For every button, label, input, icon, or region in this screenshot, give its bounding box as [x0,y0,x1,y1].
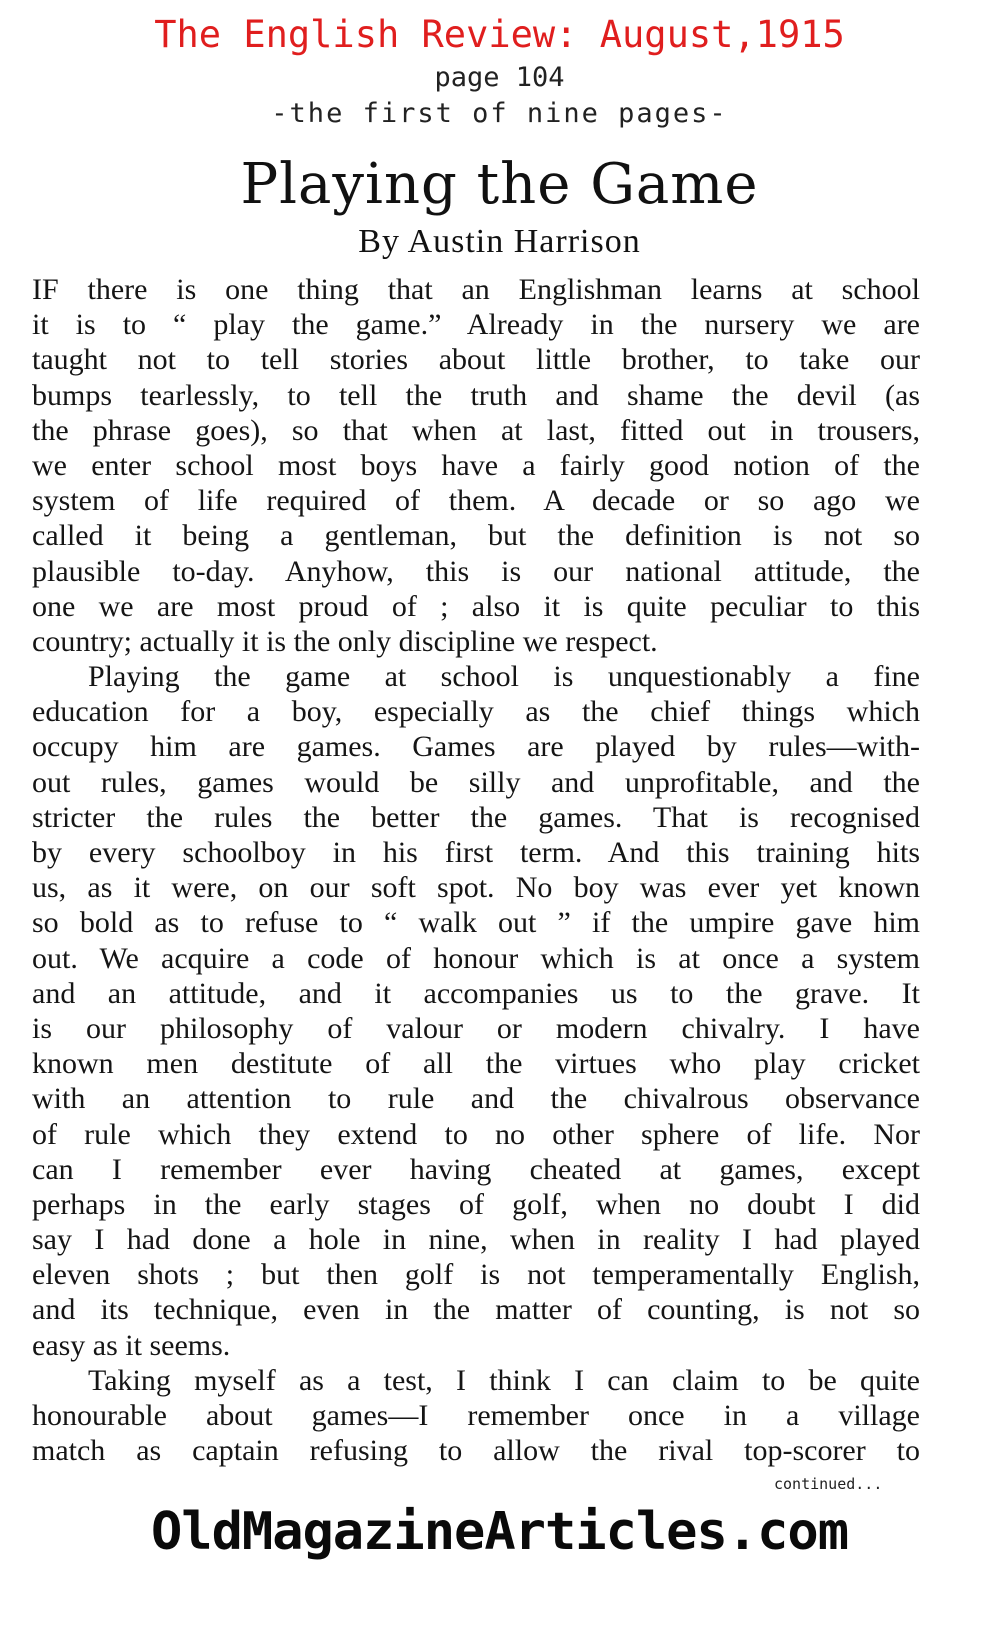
text-line: out rules, games would be silly and unprofitable, and the [32,765,920,799]
text-line: occupy him are games. Games are played by rules—with- [32,730,920,764]
article-title: Playing the Game [240,152,759,217]
article-paragraph-1 [32,272,920,659]
text-line: one we are most proud of ; also it is quite peculiar to this [32,589,920,623]
text-line: with an attention to rule and the chivalrous observance [32,1082,920,1116]
article-body [32,272,920,1468]
text-line: country; actually it is the only discipline we respect. [32,624,658,658]
text-line: we enter school most boys have a fairly good notion of the [32,448,920,482]
text-line: honourable about games—I remember once in a village [32,1399,920,1432]
article-byline: By Austin Harrison [358,223,641,260]
text-line: taught not to tell stories about little brother, to take our [32,343,920,377]
text-line: us, as it were, on our soft spot. No boy was ever yet known [32,871,920,905]
article-paragraph-2 [32,659,920,1363]
text-line: Playing the game at school is unquestionably a fine [88,660,920,694]
text-line: education for a boy, especially as the chief things which [32,695,920,729]
text-line: match as captain refusing to allow the rival top-scorer to [32,1434,920,1468]
text-line: it is to “ play the game.” Already in the nursery we are [32,308,920,342]
page-number: page 104 [434,62,565,93]
text-line: say I had done a hole in nine, when in reality I had played [32,1223,920,1257]
text-line: by every schoolboy in his first term. And this training hits [32,836,920,869]
text-line: eleven shots ; but then golf is not temperamentally English, [32,1258,920,1292]
site-watermark[interactable]: OldMagazineArticles.com [150,1502,849,1562]
text-line: easy as it seems. [32,1328,231,1362]
text-line: system of life required of them. A decade or so ago we [32,484,920,518]
text-line: perhaps in the early stages of golf, when no doubt I did [32,1187,920,1221]
text-line: and its technique, even in the matter of counting, is not so [32,1293,920,1327]
text-line: Taking myself as a test, I think I can claim to be quite [88,1363,920,1397]
text-line: out. We acquire a code of honour which is at once a system [32,941,920,975]
text-line: and an attitude, and it accompanies us to the grave. It [32,976,920,1010]
text-line: bumps tearlessly, to tell the truth and shame the devil (as [32,378,920,412]
text-line: the phrase goes), so that when at last, fitted out in trousers, [32,413,920,447]
article-paragraph-3 [32,1363,920,1469]
text-line: of rule which they extend to no other sphere of life. Nor [32,1117,920,1151]
continued-note: continued... [774,1475,883,1493]
text-line: known men destitute of all the virtues who play cricket [32,1047,920,1081]
text-line: so bold as to refuse to “ walk out ” if the umpire gave him [32,906,920,940]
text-line: can I remember ever having cheated at games, except [32,1152,920,1186]
page-count-note: -the first of nine pages- [271,98,728,129]
text-line: IF there is one thing that an Englishman learns at school [32,273,920,306]
text-line: stricter the rules the better the games. That is recognised [32,800,920,834]
text-line: plausible to-day. Anyhow, this is our national attitude, the [32,554,920,588]
text-line: is our philosophy of valour or modern chivalry. I have [32,1011,920,1045]
publication-header: The English Review: August,1915 [154,13,845,56]
text-line: called it being a gentleman, but the definition is not so [32,519,920,553]
